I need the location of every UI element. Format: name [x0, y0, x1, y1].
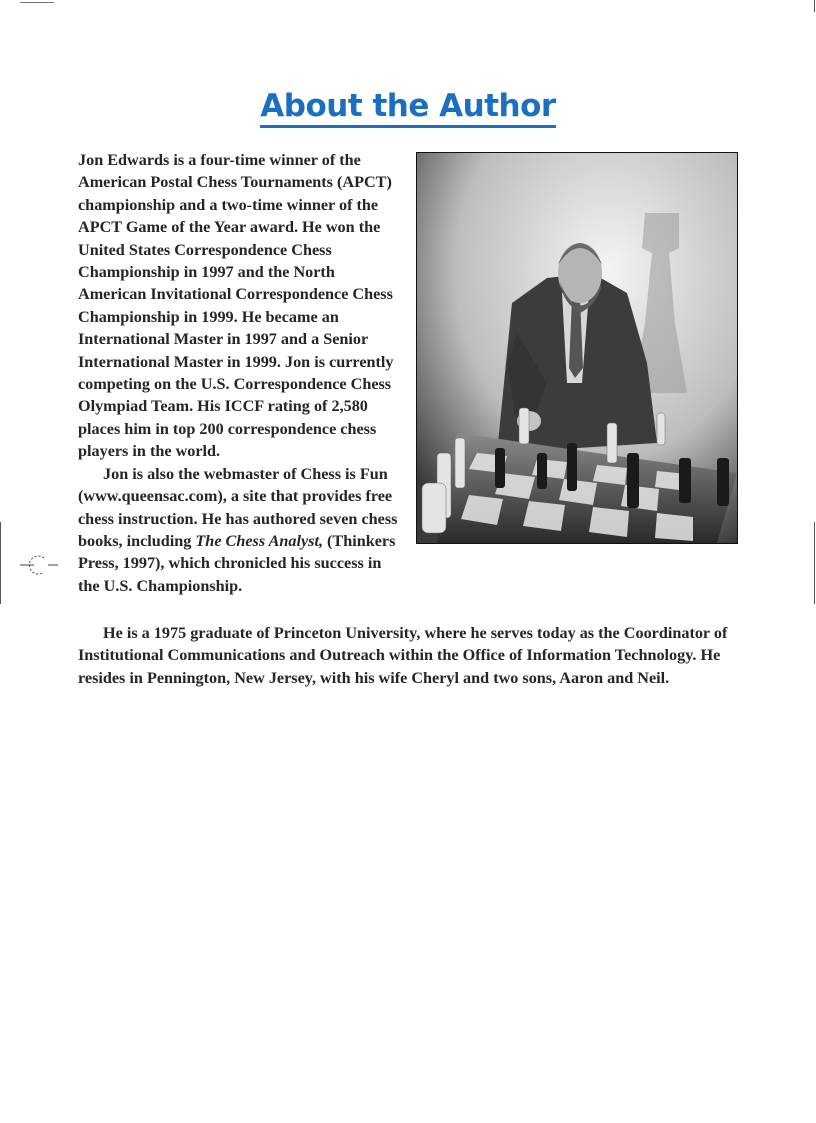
- registration-mark-icon: [20, 553, 60, 577]
- bio-paragraph-2: [78, 463, 398, 597]
- bio-column: [78, 149, 398, 597]
- bio-paragraph-2-end: (Thinkers Press, 1997), which chronicled his success in the U.S. Championship.: [78, 531, 396, 595]
- bio-paragraph-3: He is a 1975 graduate of Princeton University, where he serves today as the Coordinator of Institutional Communications and Outreach within the Office of Information Technology. He resides in Pennington, New Jersey, with his wife Cheryl and two sons, Aaron and Neil.: [78, 624, 728, 687]
- page-title: About the Author: [0, 88, 816, 128]
- bio-paragraph-2-start: Jon is also the webmaster of Chess is Fun (www.queensac.com), a site that provides free chess instruction. He has authored seven chess books, including: [78, 464, 398, 550]
- crop-mark-right: [814, 522, 815, 604]
- book-title: The Chess Analyst,: [195, 531, 323, 550]
- bio-full-width: [78, 622, 738, 689]
- author-photo-image: [417, 153, 737, 543]
- bio-paragraph-1-text: is a four-time winner of the American Postal Chess Tournaments (APCT) championship and a two-time winner of the APCT Game of the Year award. He won the United States Correspondence Chess Championship in 1997 and the North American Invitational Correspondence Chess Championship in 1999. He became an International Master in 1997 and a Senior International Master in 1999. Jon is currently competing on the U.S. Correspondence Chess Olympiad Team. His ICCF rating of 2,580 places him in top 200 correspondence chess players in the world.: [78, 151, 394, 461]
- author-name: Jon Edwards: [78, 151, 170, 169]
- bio-paragraph-1: [78, 149, 398, 463]
- author-photo: [416, 152, 738, 544]
- crop-mark-top: [20, 2, 54, 3]
- crop-mark-left: [0, 522, 1, 604]
- crop-mark-top-right: [814, 0, 815, 12]
